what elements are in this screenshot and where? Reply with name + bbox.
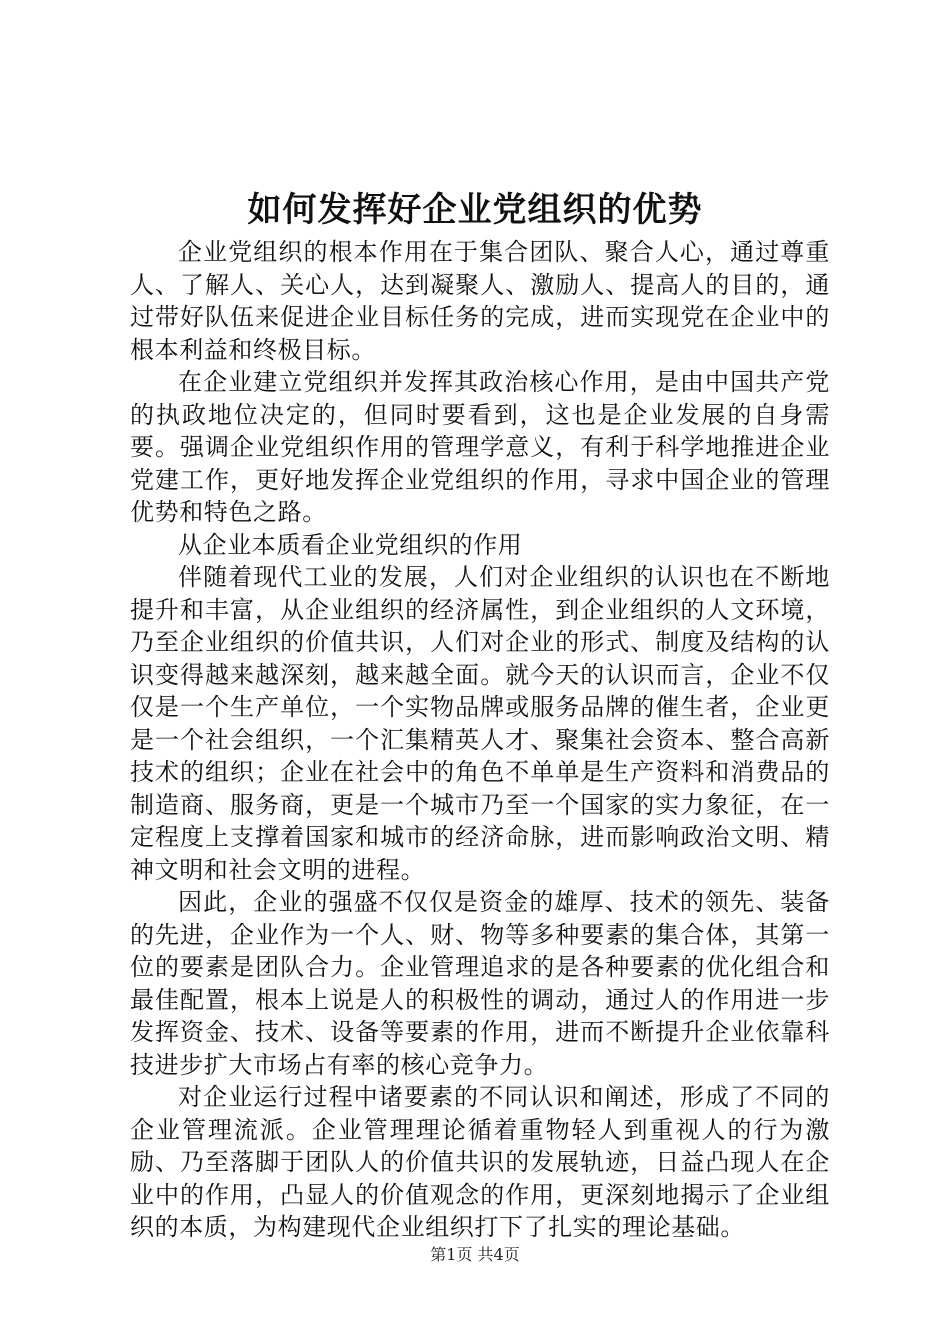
page-number-footer: 第1页 共4页 — [430, 1245, 520, 1264]
paragraph: 因此，企业的强盛不仅仅是资金的雄厚、技术的领先、装备的先进，企业作为一个人、财、物等多种要素的集合体，其第一位的要素是团队合力。企业管理追求的是各种要素的优化组合和最佳配置，根本上说是人的积极性的调动，通过人的作用进一步发挥资金、技术、设备等要素的作用，进而不断提升企业依靠科技进步扩大市场占有率的核心竞争力。 — [130, 888, 830, 1079]
paragraph: 对企业运行过程中诸要素的不同认识和阐述，形成了不同的企业管理流派。企业管理理论循着重物轻人到重视人的行为激励、乃至落脚于团队人的价值共识的发展轨迹，日益凸现人在企业中的作用，凸显人的价值观念的作用，更深刻地揭示了企业组织的本质，为构建现代企业组织打下了扎实的理论基础。 — [130, 1083, 830, 1241]
paragraph: 在企业建立党组织并发挥其政治核心作用，是由中国共产党的执政地位决定的，但同时要看到，这也是企业发展的自身需要。强调企业党组织作用的管理学意义，有利于科学地推进企业党建工作，更好地发挥企业党组织的作用，寻求中国企业的管理优势和特色之路。 — [130, 368, 830, 526]
document-body — [130, 236, 830, 1244]
document-title: 如何发挥好企业党组织的优势 — [247, 190, 703, 230]
paragraph: 伴随着现代工业的发展，人们对企业组织的认识也在不断地提升和丰富，从企业组织的经济属性，到企业组织的人文环境，乃至企业组织的价值共识，人们对企业的形式、制度及结构的认识变得越来越深刻，越来越全面。就今天的认识而言，企业不仅仅是一个生产单位，一个实物品牌或服务品牌的催生者，企业更是一个社会组织，一个汇集精英人才、聚集社会资本、整合高新技术的组织；企业在社会中的角色不单单是生产资料和消费品的制造商、服务商，更是一个城市乃至一个国家的实力象征，在一定程度上支撑着国家和城市的经济命脉，进而影响政治文明、精神文明和社会文明的进程。 — [130, 563, 830, 884]
section-heading: 从企业本质看企业党组织的作用 — [178, 530, 523, 559]
paragraph: 企业党组织的根本作用在于集合团队、聚合人心，通过尊重人、了解人、关心人，达到凝聚人、激励人、提高人的目的，通过带好队伍来促进企业目标任务的完成，进而实现党在企业中的根本利益和终极目标。 — [130, 238, 830, 364]
